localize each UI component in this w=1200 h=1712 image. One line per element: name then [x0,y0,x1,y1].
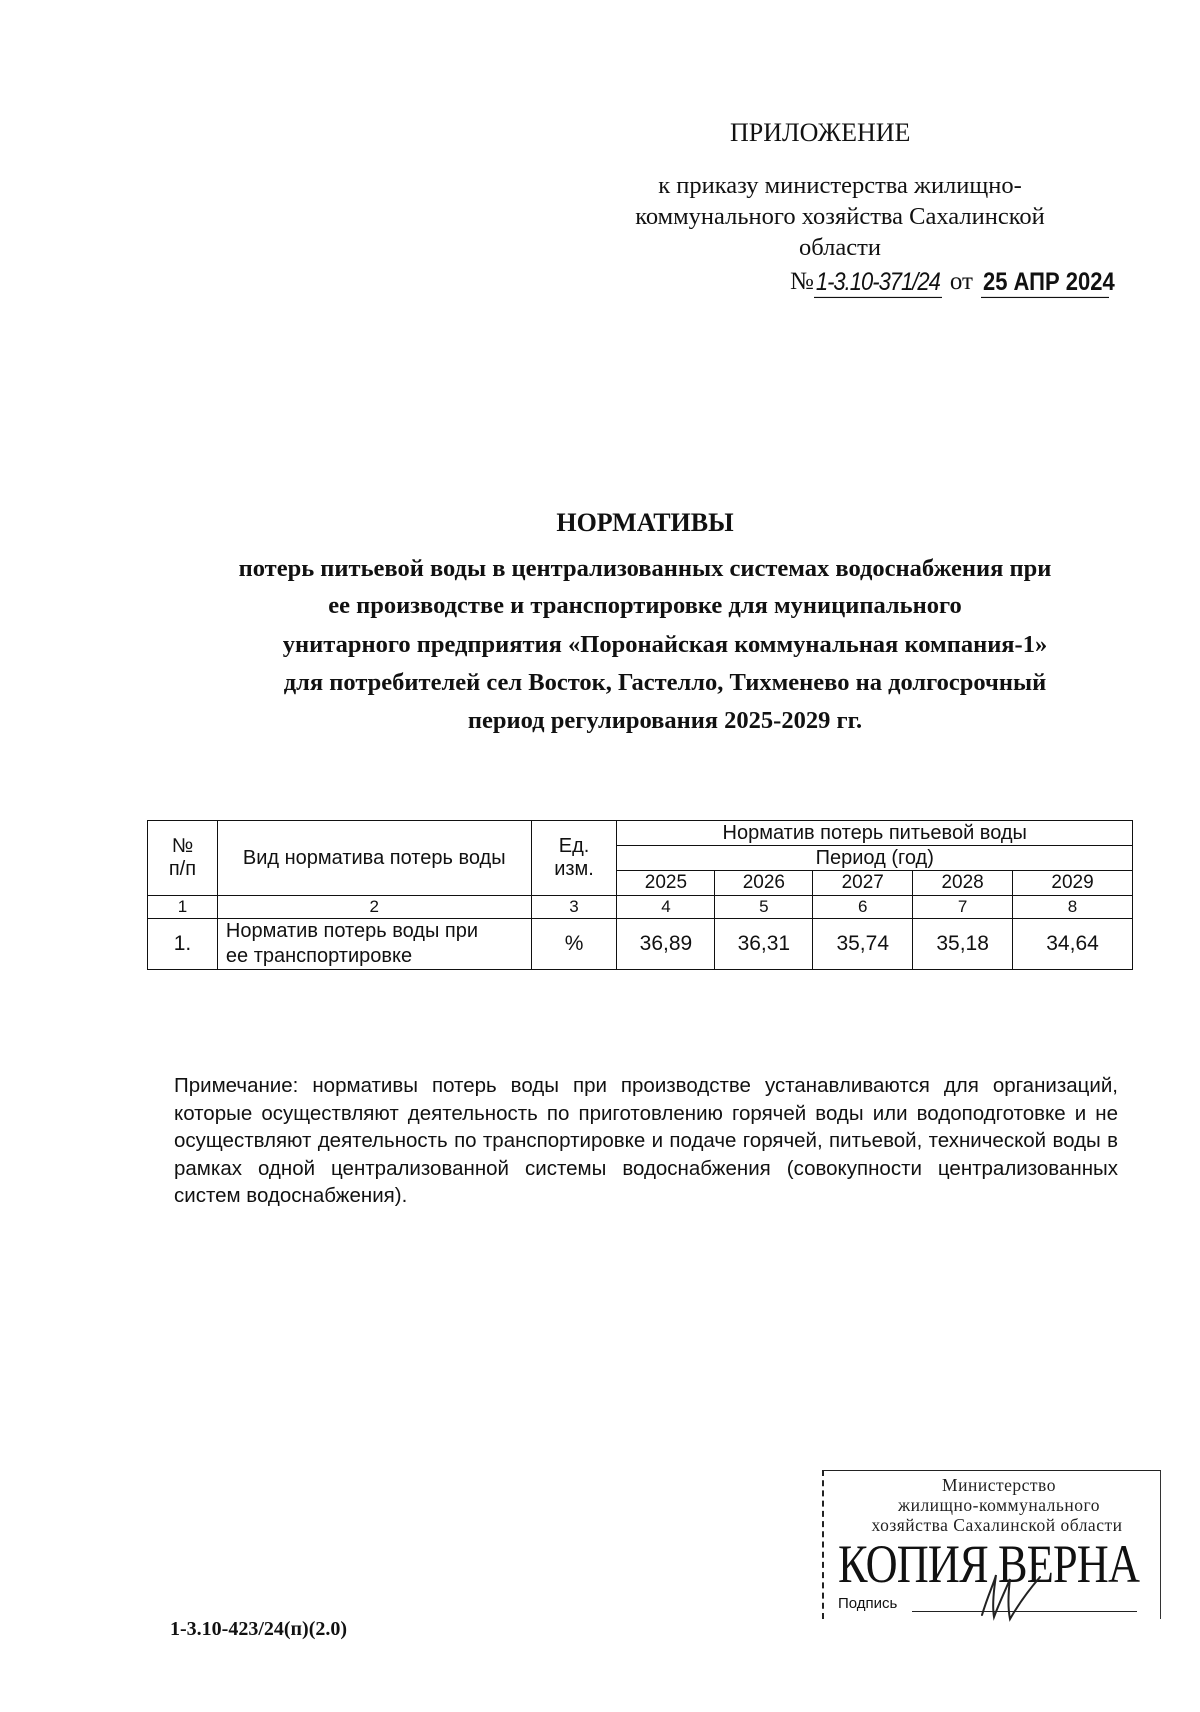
header-unit-line-2: изм. [554,858,594,880]
column-index: 8 [1013,896,1133,919]
document-heading: НОРМАТИВЫ [556,508,734,537]
header-unit [531,821,617,896]
header-year: 2027 [813,871,913,896]
document-subtitle-line-3: унитарного предприятия «Поронайская коммунальная компания-1» [282,631,1048,658]
stamp-line-1: Министерство [942,1475,1056,1495]
document-subtitle-line-4: для потребителей сел Восток, Гастелло, Тихменево на долгосрочный [283,669,1047,696]
header-group: Норматив потерь питьевой воды [617,821,1133,846]
header-kind: Вид норматива потерь воды [217,821,531,896]
order-number-prefix: № [790,268,814,295]
row-kind-line-2: ее транспортировке [225,945,413,967]
column-index-row [148,896,1133,919]
column-index: 3 [531,896,617,919]
order-reference [790,266,1115,296]
header-year: 2029 [1013,871,1133,896]
row-value: 35,18 [913,919,1013,970]
header-year: 2028 [913,871,1013,896]
header-year: 2026 [715,871,813,896]
header-num [148,821,218,896]
signature-mark [974,1565,1044,1625]
stamp-certified-text: КОПИЯ ВЕРНА [838,1534,1140,1594]
row-value: 35,74 [813,919,913,970]
row-value: 36,31 [715,919,813,970]
header-year: 2025 [617,871,715,896]
note-paragraph: Примечание: нормативы потерь воды при производстве устанавливаются для организаций, которые осуществляют деятельность по приготовлению горячей воды или водоподготовке и не осуществляют деятельность по транспортировке и подаче горячей, питьевой, технической воды в рамках одной централизованной системы водоснабжения (совокупности централизованных систем водоснабжения). [174,1074,1118,1207]
header-num-line-1: № [171,835,194,857]
appendix-line-1: к приказу министерства жилищно- [658,172,1022,199]
row-kind [217,919,531,970]
appendix-title: ПРИЛОЖЕНИЕ [730,118,911,147]
row-kind-line-1: Норматив потерь воды при [225,920,479,942]
column-index: 6 [813,896,913,919]
order-number: 1-3.10-371/24 [814,267,942,298]
appendix-line-3: области [799,234,881,261]
stamp-signature-label: Подпись [838,1595,898,1612]
header-num-line-2: п/п [168,858,197,880]
appendix-line-2: коммунального хозяйства Сахалинской [635,203,1045,230]
column-index: 1 [148,896,218,919]
row-value: 34,64 [1013,919,1133,970]
certified-copy-stamp [822,1470,1161,1619]
row-num: 1. [148,919,218,970]
row-unit: % [531,919,617,970]
column-index: 4 [617,896,715,919]
document-subtitle-line-2: ее производстве и транспортировке для муниципального [328,592,962,619]
norms-table [147,820,1133,970]
order-date-prefix: от [949,268,973,295]
column-index: 5 [715,896,813,919]
stamp-line-2: жилищно-коммунального [897,1495,1100,1515]
table-row [148,919,1133,970]
document-subtitle-line-1: потерь питьевой воды в централизованных системах водоснабжения при [238,555,1052,582]
header-period: Период (год) [617,846,1133,871]
document-subtitle-line-5: период регулирования 2025-2029 гг. [467,707,863,734]
column-index: 2 [217,896,531,919]
order-date: 25 АПР 2024 [981,267,1109,298]
header-unit-line-1: Ед. [558,835,590,857]
stamp-line-3: хозяйства Сахалинской области [871,1515,1123,1535]
row-value: 36,89 [617,919,715,970]
column-index: 7 [913,896,1013,919]
document-code: 1-3.10-423/24(п)(2.0) [170,1618,348,1640]
